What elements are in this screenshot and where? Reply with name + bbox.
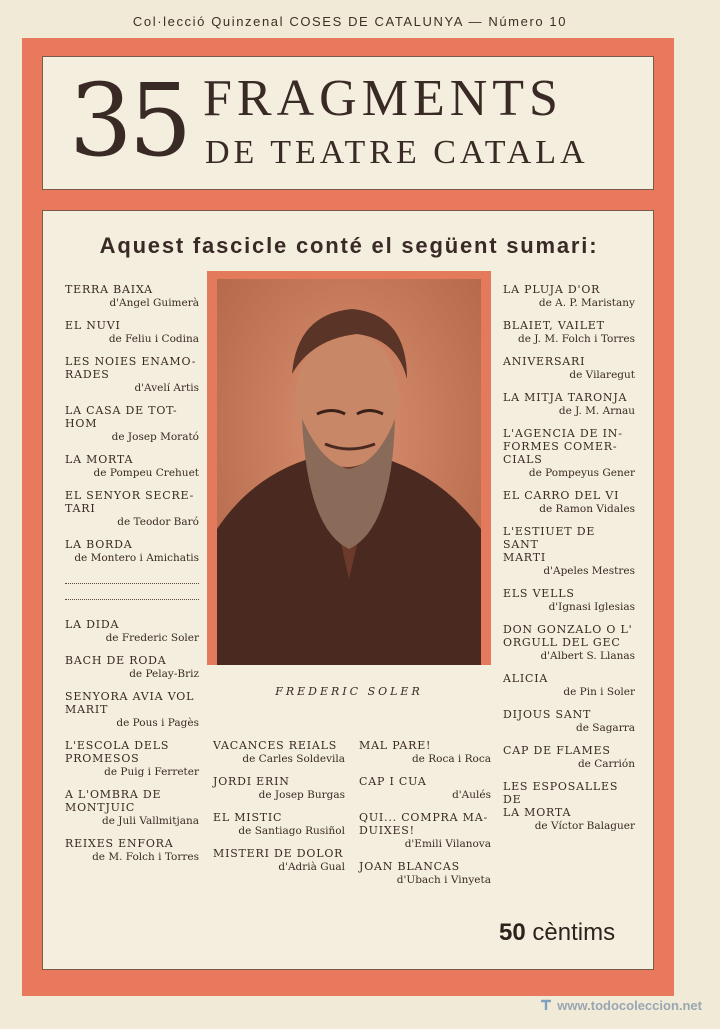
play-title: A L'OMBRA DE MONTJUIC: [65, 788, 162, 814]
play-author: de Josep Burgas: [258, 789, 345, 801]
play-author: de Sagarra: [575, 722, 635, 734]
play-title: LA MITJA TARONJA: [503, 391, 628, 404]
play-title: SENYORA AVIA VOL MARIT: [65, 690, 195, 716]
play-author: d'Albert S. Llanas: [540, 650, 635, 662]
play-title: MAL PARE!: [359, 739, 432, 752]
play-author: de Pompeyus Gener: [528, 467, 635, 479]
play-author: de Víctor Balaguer: [534, 820, 635, 832]
play-entry: [65, 319, 199, 346]
play-title: REIXES ENFORA: [65, 837, 174, 850]
play-author: de Frederic Soler: [105, 632, 199, 644]
play-title: L'ESTIUET DE SANT MARTI: [503, 525, 596, 564]
play-author: de Carles Soldevila: [242, 753, 345, 765]
play-title: L'ESCOLA DELS PROMESOS: [65, 739, 170, 765]
watermark-text: www.todocoleccion.net: [557, 998, 702, 1013]
play-entry: [503, 489, 635, 516]
play-title: VACANCES REIALS: [213, 739, 338, 752]
play-entry: [503, 319, 635, 346]
dotted-line: [65, 574, 199, 584]
play-author: de Juli Vallmitjana: [102, 815, 199, 827]
play-entry: [503, 355, 635, 382]
play-entry: [65, 690, 199, 730]
play-author: de Pous i Pagès: [116, 717, 199, 729]
play-title: LA MORTA: [65, 453, 134, 466]
play-author: d'Ignasi Iglesias: [548, 601, 635, 613]
contents-panel: [42, 210, 654, 970]
play-title: ALICIA: [503, 672, 549, 685]
play-entry: [65, 489, 199, 529]
play-entry: [359, 811, 491, 851]
play-title: JOAN BLANCAS: [359, 860, 460, 873]
play-title: L'AGENCIA DE IN- FORMES COMER- CIALS: [503, 427, 623, 466]
play-title: EL MISTIC: [213, 811, 283, 824]
play-entry: [65, 618, 199, 645]
play-author: de Puig i Ferreter: [104, 766, 199, 778]
middle-column-2: [359, 739, 491, 896]
summary-heading: Aquest fascicle conté el següent sumari:: [99, 233, 599, 258]
play-author: d'Ubach i Vinyeta: [396, 874, 491, 886]
play-title: ELS VELLS: [503, 587, 575, 600]
play-entry: [213, 847, 345, 874]
play-entry: [65, 739, 199, 779]
play-entry: [503, 708, 635, 735]
portrait-illustration: [217, 279, 481, 665]
play-author: d'Adrià Gual: [278, 861, 345, 873]
play-author: de Feliu i Codina: [108, 333, 199, 345]
portrait-image: [217, 279, 481, 665]
play-title: BACH DE RODA: [65, 654, 167, 667]
play-title: LA BORDA: [65, 538, 133, 551]
portrait-caption: FREDERIC SOLER: [275, 685, 423, 698]
play-author: d'Emili Vilanova: [404, 838, 491, 850]
play-title: TERRA BAIXA: [65, 283, 153, 296]
play-title: BLAIET, VAILET: [503, 319, 605, 332]
play-author: de Pompeu Crehuet: [93, 467, 199, 479]
watermark-logo-icon: [539, 998, 553, 1012]
play-entry: [65, 538, 199, 565]
play-title: EL SENYOR SECRE- TARI: [65, 489, 195, 515]
play-author: de Montero i Amichatis: [74, 552, 199, 564]
play-title: DON GONZALO O L' ORGULL DEL GEC: [503, 623, 633, 649]
play-entry: [65, 355, 199, 395]
play-entry: [65, 404, 199, 444]
play-title: ANIVERSARI: [503, 355, 586, 368]
play-title: CAP DE FLAMES: [503, 744, 611, 757]
play-author: de J. M. Arnau: [558, 405, 635, 417]
series-line: Col·lecció Quinzenal COSES DE CATALUNYA — Número 10: [132, 14, 568, 29]
play-author: d'Aulés: [452, 789, 491, 801]
play-entry: [503, 283, 635, 310]
play-entry: [65, 788, 199, 828]
play-entry: [503, 780, 635, 833]
play-author: d'Apeles Mestres: [543, 565, 635, 577]
watermark: [539, 998, 702, 1013]
dotted-line: [65, 590, 199, 600]
play-author: d'Angel Guimerà: [109, 297, 199, 309]
play-author: d'Avelí Artis: [134, 382, 199, 394]
play-author: de Vilaregut: [569, 369, 635, 381]
play-author: de Pin i Soler: [563, 686, 635, 698]
play-author: de Carrión: [577, 758, 635, 770]
play-title: LES ESPOSALLES DE LA MORTA: [503, 780, 619, 819]
play-entry: [65, 837, 199, 864]
price-amount: 50: [499, 919, 526, 946]
middle-column-1: [213, 739, 345, 883]
title-number: 35: [69, 62, 189, 179]
play-entry: [213, 739, 345, 766]
play-author: de J. M. Folch i Torres: [518, 333, 635, 345]
play-title: CAP I CUA: [359, 775, 427, 788]
play-title: QUI... COMPRA MA- DUIXES!: [359, 811, 488, 837]
play-entry: [213, 775, 345, 802]
play-entry: [213, 811, 345, 838]
price: [499, 919, 615, 947]
play-title: EL CARRO DEL VI: [503, 489, 620, 502]
play-title: JORDI ERIN: [213, 775, 290, 788]
play-title: MISTERI DE DOLOR: [213, 847, 344, 860]
play-entry: [503, 525, 635, 578]
play-entry: [65, 453, 199, 480]
right-column: [503, 283, 635, 842]
play-author: de M. Folch i Torres: [92, 851, 199, 863]
play-entry: [65, 283, 199, 310]
play-author: de Roca i Roca: [411, 753, 491, 765]
play-author: de Pelay-Briz: [129, 668, 199, 680]
play-entry: [503, 623, 635, 663]
play-entry: [503, 391, 635, 418]
play-entry: [503, 672, 635, 699]
play-author: de Teodor Baró: [117, 516, 199, 528]
play-title: LA CASA DE TOT- HOM: [65, 404, 178, 430]
play-author: de Santiago Rusiñol: [238, 825, 345, 837]
price-unit: cèntims: [532, 919, 616, 946]
play-entry: [503, 587, 635, 614]
left-column: [65, 283, 199, 873]
play-title: LA PLUJA D'OR: [503, 283, 601, 296]
play-author: de Josep Morató: [111, 431, 199, 443]
play-entry: [65, 654, 199, 681]
play-author: de Ramon Vidales: [539, 503, 635, 515]
title-box: [42, 56, 654, 190]
portrait-frame: [207, 271, 491, 665]
play-title: LES NOIES ENAMO- RADES: [65, 355, 197, 381]
play-entry: [503, 427, 635, 480]
title-line-1: FRAGMENTS: [203, 70, 563, 127]
play-title: LA DIDA: [65, 618, 120, 631]
play-title: DIJOUS SANT: [503, 708, 592, 721]
play-entry: [359, 775, 491, 802]
play-entry: [359, 739, 491, 766]
title-line-2: DE TEATRE CATALA: [205, 134, 589, 171]
play-author: de A. P. Maristany: [538, 297, 635, 309]
play-title: EL NUVI: [65, 319, 121, 332]
play-entry: [359, 860, 491, 887]
play-entry: [503, 744, 635, 771]
